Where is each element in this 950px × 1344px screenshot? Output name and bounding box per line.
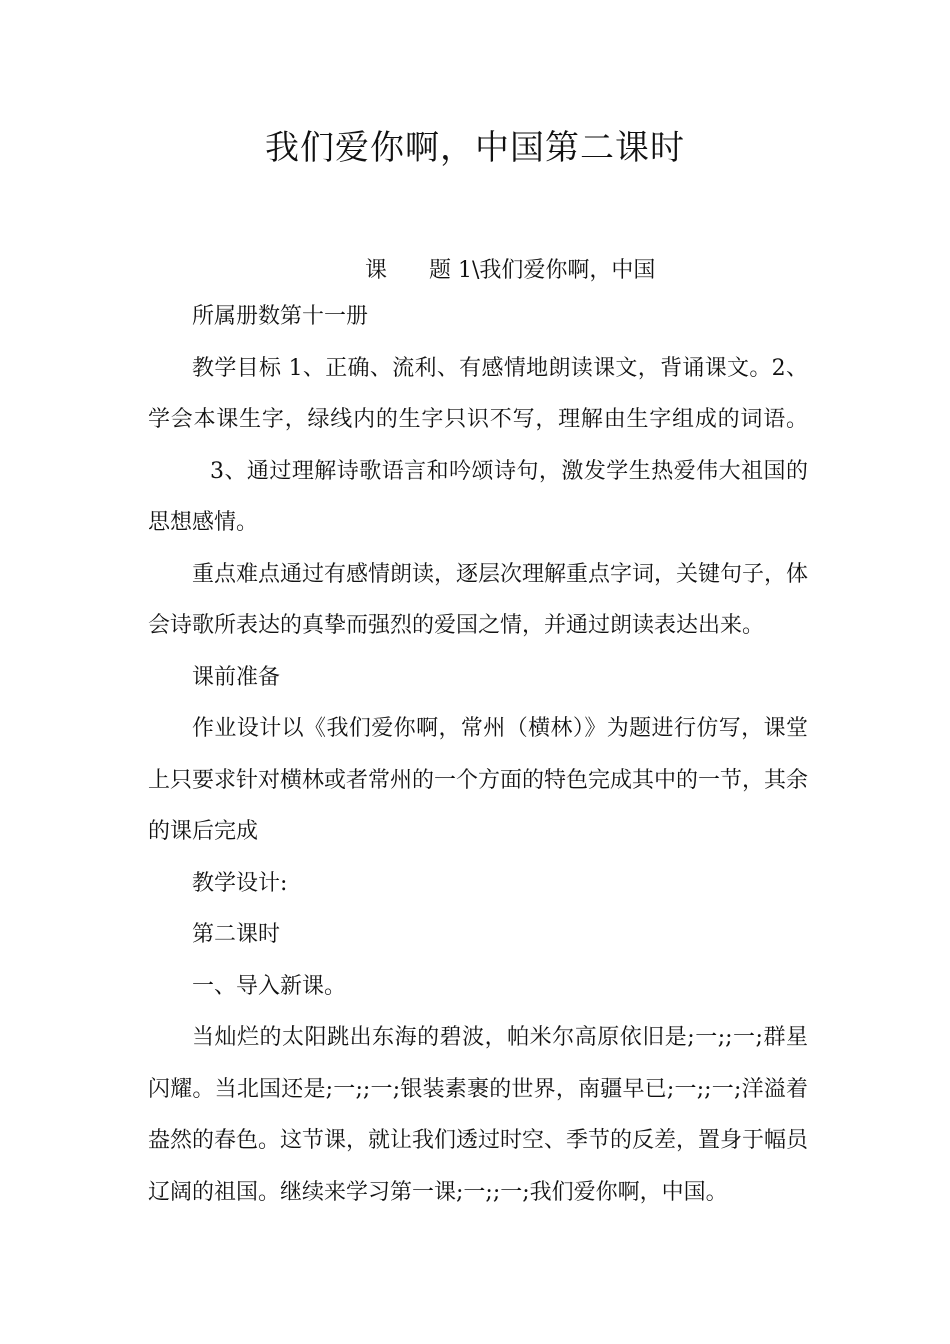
course-value: 题 1\我们爱你啊，中国: [429, 258, 656, 283]
document-title: 我们爱你啊，中国第二课时: [265, 128, 685, 168]
intro-paragraph: 当灿烂的太阳跳出东海的碧波，帕米尔高原依旧是;一;;一;群星闪耀。当北国还是;一;;一;银装素裹的世界，南疆早已;一;;一;洋溢着盎然的春色。这节课，就让我们透过时空、季节的反差，置身于幅员辽阔的祖国。继续来学习第一课;一;;一;我们爱你啊，中国。: [148, 1025, 809, 1205]
key-points-paragraph: 重点难点通过有感情朗读，逐层次理解重点字词，关键句子，体会诗歌所表达的真挚而强烈的爱国之情，并通过朗读表达出来。: [148, 561, 809, 638]
teaching-goals-part-two: 3、通过理解诗歌语言和吟颂诗句，激发学生热爱伟大祖国的思想感情。: [148, 458, 808, 535]
teaching-design-heading: 教学设计:: [192, 870, 288, 896]
section-one-heading: 一、导入新课。: [192, 973, 347, 999]
document-body: [148, 291, 808, 1218]
preparation-paragraph: 课前准备: [192, 664, 281, 690]
lesson-heading: 第二课时: [192, 922, 281, 947]
homework-paragraph: 作业设计以《我们爱你啊，常州（横林）》为题进行仿写，课堂上只要求针对横林或者常州的一个方面的特色完成其中的一节，其余的课后完成: [148, 716, 809, 844]
teaching-goals-paragraph: [148, 343, 808, 549]
course-label: 课: [365, 258, 388, 283]
volume-paragraph: 所属册数第十一册: [192, 304, 369, 329]
teaching-goals-part-one: 教学目标 1、正确、流利、有感情地朗读课文，背诵课文。2、学会本课生字，绿线内的生字只识不写，理解由生字组成的词语。: [148, 355, 808, 432]
course-title-line: [365, 253, 655, 284]
